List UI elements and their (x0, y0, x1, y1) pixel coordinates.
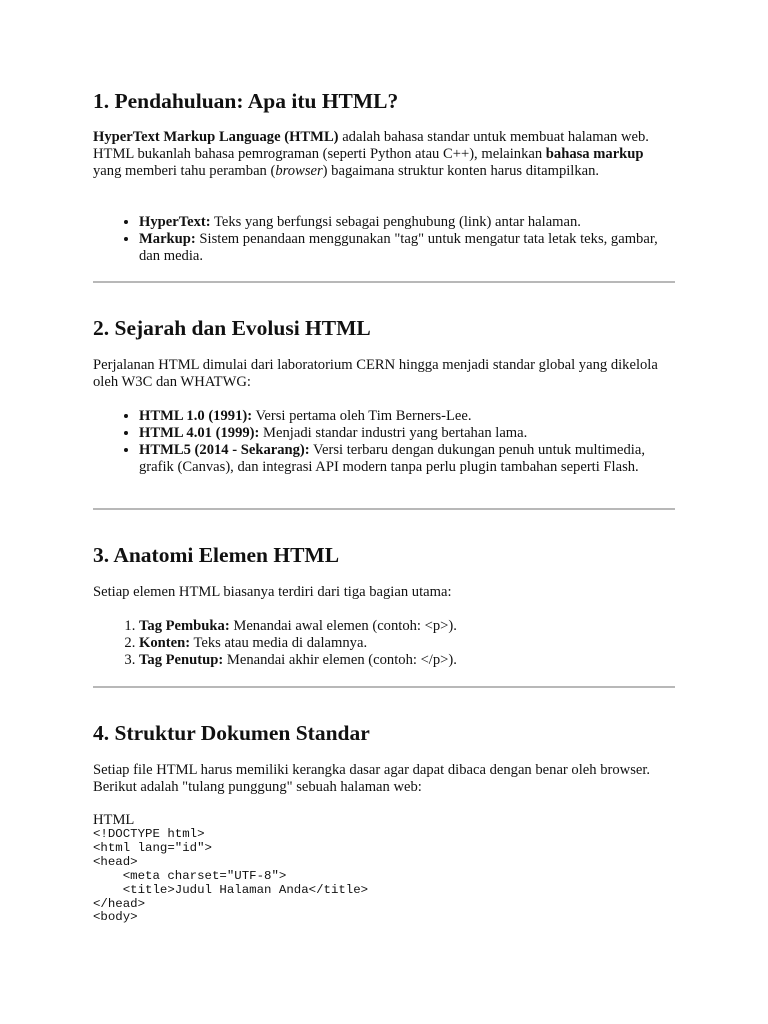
section-divider (93, 508, 675, 510)
section-3-list (93, 618, 675, 669)
section-divider (93, 281, 675, 283)
list-item: 1. Tag Pembuka: Menandai awal elemen (contoh: <p>). (139, 618, 675, 635)
term-browser: browser (275, 163, 323, 179)
list-item: 2. Konten: Teks atau media di dalamnya. (139, 635, 675, 652)
section-2-list (93, 408, 675, 476)
term-html: HyperText Markup Language (HTML) (93, 129, 339, 145)
list-item: • Markup: Sistem penandaan menggunakan "tag" untuk mengatur tata letak teks, gambar, dan media. (139, 231, 675, 265)
code-block: <!DOCTYPE html> <html lang="id"> <head> <meta charset="UTF-8"> <title>Judul Halaman Anda</title> </head> <body> (93, 827, 369, 925)
section-3-heading: 3. Anatomi Elemen HTML (93, 543, 340, 567)
section-3-intro: Setiap elemen HTML biasanya terdiri dari tiga bagian utama: (93, 584, 452, 600)
list-item: • HTML 4.01 (1999): Menjadi standar industri yang bertahan lama. (139, 425, 675, 442)
section-divider (93, 686, 675, 688)
code-language-label: HTML (93, 812, 135, 828)
list-item: • HTML 1.0 (1991): Versi pertama oleh Tim Berners-Lee. (139, 408, 675, 425)
section-4-intro: Setiap file HTML harus memiliki kerangka dasar agar dapat dibaca dengan benar oleh browser. Berikut adalah "tulang punggung" sebuah halaman web: (93, 762, 651, 795)
list-item: 3. Tag Penutup: Menandai akhir elemen (contoh: </p>). (139, 652, 675, 669)
section-4-heading: 4. Struktur Dokumen Standar (93, 721, 370, 745)
section-2-heading: 2. Sejarah dan Evolusi HTML (93, 316, 371, 340)
section-1-heading: 1. Pendahuluan: Apa itu HTML? (93, 89, 399, 113)
term-bahasa-markup: bahasa markup (545, 146, 644, 162)
section-1-paragraph: HyperText Markup Language (HTML) adalah bahasa standar untuk membuat halaman web. HTML bukanlah bahasa pemrograman (seperti Python atau C++), melainkan bahasa markup yang memberi tahu peramban (browser) bagaimana struktur konten harus ditampilkan. (93, 129, 649, 179)
section-2-intro: Perjalanan HTML dimulai dari laboratorium CERN hingga menjadi standar global yang dikelola oleh W3C dan WHATWG: (93, 357, 658, 390)
section-1-list (93, 214, 675, 265)
list-item: • HTML5 (2014 - Sekarang): Versi terbaru dengan dukungan penuh untuk multimedia, grafik (Canvas), dan integrasi API modern tanpa perlu plugin tambahan seperti Flash. (139, 442, 675, 476)
list-item: • HyperText: Teks yang berfungsi sebagai penghubung (link) antar halaman. (139, 214, 675, 231)
